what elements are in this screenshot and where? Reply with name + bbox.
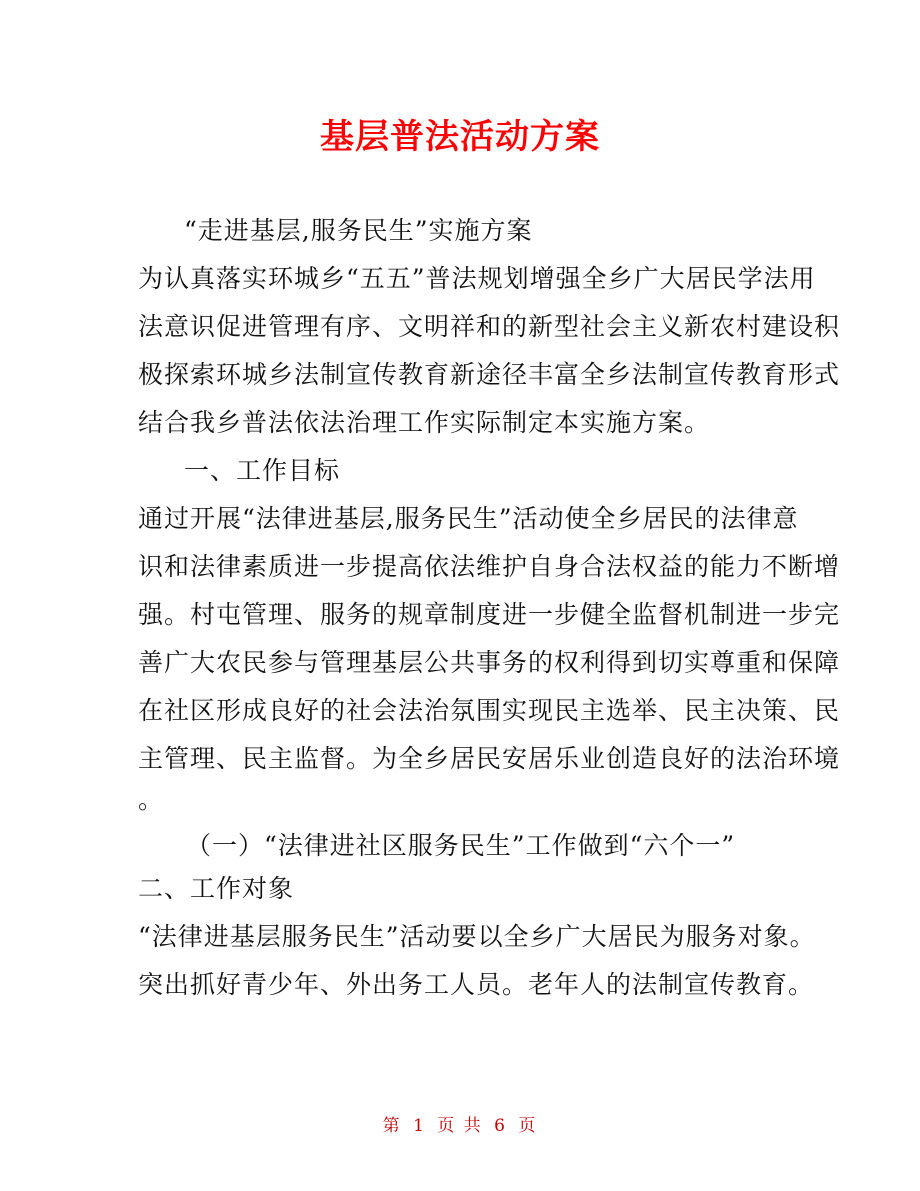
page-footer	[0, 1114, 920, 1138]
subsection-heading-six-ones: （一）“法律进社区服务民生”工作做到“六个一”	[186, 831, 736, 860]
intro-line: 结合我乡普法依法治理工作实际制定本实施方案。	[138, 408, 711, 437]
subtitle: “走进基层,服务民生”实施方案	[184, 216, 533, 245]
section-heading-work-targets: 二、工作对象	[138, 874, 295, 903]
footer-suffix: 页	[518, 1116, 538, 1136]
footer-current-page: 1	[413, 1116, 426, 1136]
intro-line: 极探索环城乡法制宣传教育新途径丰富全乡法制宣传教育形式	[138, 360, 841, 389]
section1-line: 善广大农民参与管理基层公共事务的权利得到切实尊重和保障	[138, 648, 841, 677]
footer-total-pages: 6	[494, 1116, 507, 1136]
section1-line: 在社区形成良好的社会法治氛围实现民主选举、民主决策、民	[138, 696, 841, 725]
section-heading-work-goals: 一、工作目标	[184, 456, 341, 485]
intro-line: 为认真落实环城乡“五五”普法规划增强全乡广大居民学法用	[138, 264, 816, 293]
section1-line: 主管理、民主监督。为全乡居民安居乐业创造良好的法治环境	[138, 744, 841, 773]
page-title: 基层普法活动方案	[320, 117, 600, 157]
section2-line: “法律进基层服务民生”活动要以全乡广大居民为服务对象。	[138, 922, 816, 951]
section1-line: 强。村屯管理、服务的规章制度进一步健全监督机制进一步完	[138, 600, 841, 629]
section1-line: 。	[138, 785, 165, 814]
section2-line: 突出抓好青少年、外出务工人员。老年人的法制宣传教育。	[138, 970, 815, 999]
footer-prefix: 第	[382, 1116, 402, 1136]
section1-line: 通过开展“法律进基层,服务民生”活动使全乡居民的法律意	[138, 504, 799, 533]
section1-line: 识和法律素质进一步提高依法维护自身合法权益的能力不断增	[138, 552, 841, 581]
intro-line: 法意识促进管理有序、文明祥和的新型社会主义新农村建设积	[138, 312, 841, 341]
footer-mid: 页 共	[437, 1116, 483, 1136]
